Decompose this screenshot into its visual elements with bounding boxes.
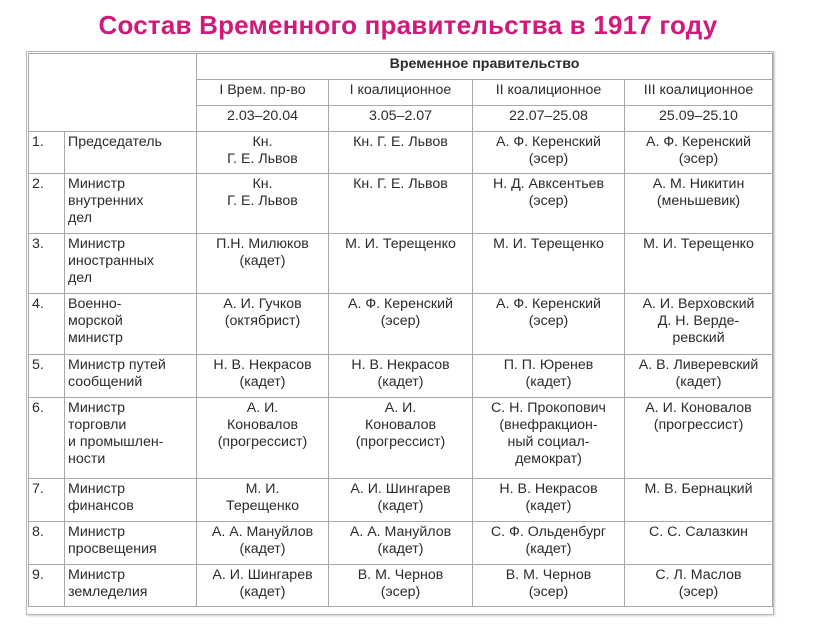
minister-line: П.Н. Милюков [216,236,309,252]
post-line: торговли [68,417,127,433]
table-row [29,479,773,522]
table-row [29,234,773,294]
minister-line: А. М. Никитин [652,176,745,192]
table-row [29,355,773,398]
header-gov-name: I коалиционное [329,80,473,106]
minister-line: (эсер) [678,584,719,600]
minister-line: А. Ф. Керенский [496,296,601,312]
header-group-label: Временное правительство [389,56,580,72]
post-line: ности [68,451,106,467]
post-cell [65,174,197,234]
minister-line: А. А. Мануйлов [349,524,452,540]
minister-line: ный социал- [507,434,590,450]
minister-line: М. И. Терещенко [345,236,456,252]
header-gov-dates: 22.07–25.08 [473,106,625,132]
minister-cell [329,132,473,174]
post-cell [65,479,197,522]
post-line: внутренних [68,193,144,209]
minister-line: (кадет) [239,374,286,390]
row-number-cell: 6. [29,398,65,479]
minister-line: Г. Е. Львов [227,193,298,209]
minister-line: (кадет) [377,541,424,557]
minister-line: С. Н. Прокопович [491,400,606,416]
row-number-cell: 2. [29,174,65,234]
minister-line: (кадет) [525,374,572,390]
table-row [29,294,773,355]
post-line: Министр [68,524,125,540]
minister-cell [473,294,625,355]
minister-line: Кн. [252,134,273,150]
post-line: Военно- [68,296,122,312]
minister-cell [473,132,625,174]
minister-line: Г. Е. Львов [227,151,298,167]
row-number-cell: 1. [29,132,65,174]
minister-cell [197,398,329,479]
post-line: дел [68,210,92,226]
minister-cell [473,398,625,479]
minister-line: С. С. Салазкин [648,524,749,540]
minister-line: С. Ф. Ольденбург [490,524,607,540]
minister-line: А. Ф. Керенский [496,134,601,150]
row-number-cell: 4. [29,294,65,355]
minister-cell [473,174,625,234]
minister-cell [473,355,625,398]
minister-line: (эсер) [528,151,569,167]
minister-line: Коновалов [364,417,436,433]
minister-line: (прогрессист) [653,417,744,433]
post-cell [65,355,197,398]
post-cell [65,132,197,174]
minister-cell [473,522,625,565]
minister-cell [329,522,473,565]
minister-cell [197,479,329,522]
minister-cell [197,522,329,565]
minister-line: (кадет) [377,498,424,514]
minister-line: П. П. Юренев [503,357,594,373]
post-line: Министр [68,176,125,192]
post-line: сообщений [68,374,143,390]
minister-line: (кадет) [239,541,286,557]
minister-cell [329,234,473,294]
minister-line: (прогрессист) [355,434,446,450]
minister-cell [473,565,625,607]
minister-cell [197,355,329,398]
post-line: Министр [68,400,125,416]
minister-line: (эсер) [528,313,569,329]
minister-line: (прогрессист) [217,434,308,450]
row-number-cell: 8. [29,522,65,565]
minister-cell [625,234,773,294]
minister-line: А. Ф. Керенский [646,134,751,150]
minister-line: А. И. Верховский [642,296,755,312]
table-row [29,565,773,607]
minister-cell [625,522,773,565]
minister-line: А. Ф. Керенский [348,296,453,312]
minister-cell [625,398,773,479]
post-line: финансов [68,498,134,514]
minister-line: Н. В. Некрасов [213,357,312,373]
minister-cell [329,398,473,479]
minister-line: (внефракцион- [499,417,598,433]
post-line: просвещения [68,541,157,557]
minister-line: М. В. Бернацкий [644,481,753,497]
minister-line: Н. В. Некрасов [351,357,450,373]
minister-cell [197,565,329,607]
minister-line: Н. Д. Авксентьев [492,176,605,192]
header-row-group [29,54,773,80]
minister-line: А. И. Коновалов [645,400,752,416]
minister-line: (кадет) [525,498,572,514]
post-line: земледелия [68,584,148,600]
minister-line: Н. В. Некрасов [499,481,598,497]
header-gov-dates: 25.09–25.10 [625,106,773,132]
minister-line: (кадет) [377,374,424,390]
post-line: и промышлен- [68,434,164,450]
minister-line: (эсер) [380,313,421,329]
post-line: Министр [68,236,125,252]
minister-line: Кн. [252,176,273,192]
post-cell [65,398,197,479]
table-row [29,174,773,234]
header-gov-name: II коалиционное [473,80,625,106]
post-cell [65,294,197,355]
minister-line: (кадет) [675,374,722,390]
post-line: иностранных [68,253,154,269]
post-line: Председатель [68,134,162,150]
header-gov-name: I Врем. пр-во [197,80,329,106]
minister-cell [329,294,473,355]
minister-cell [197,294,329,355]
post-line: Министр путей [68,357,166,373]
post-cell [65,522,197,565]
header-gov-dates: 3.05–2.07 [329,106,473,132]
minister-cell [625,565,773,607]
minister-line: (меньшевик) [656,193,741,209]
header-gov-dates: 2.03–20.04 [197,106,329,132]
minister-line: Кн. Г. Е. Львов [353,134,448,150]
minister-line: (эсер) [528,193,569,209]
government-table [28,53,773,607]
minister-line: Терещенко [225,498,300,514]
minister-cell [625,174,773,234]
minister-cell [197,174,329,234]
minister-line: М. И. Терещенко [643,236,754,252]
minister-line: А. И. Шингарев [212,567,313,583]
minister-line: В. М. Чернов [505,567,592,583]
minister-cell [329,355,473,398]
minister-cell [625,132,773,174]
minister-cell [473,234,625,294]
post-line: дел [68,270,92,286]
minister-cell [625,479,773,522]
minister-cell [329,174,473,234]
minister-cell [197,132,329,174]
minister-cell [625,294,773,355]
post-line: Министр [68,567,125,583]
minister-line: (эсер) [528,584,569,600]
header-corner-cell [29,54,197,132]
minister-line: демократ) [515,451,582,467]
minister-line: А. И. [384,400,417,416]
minister-cell [473,479,625,522]
header-gov-name: III коалиционное [625,80,773,106]
minister-cell [197,234,329,294]
minister-line: А. И. Гучков [223,296,302,312]
minister-cell [625,355,773,398]
row-number-cell: 7. [29,479,65,522]
post-cell [65,565,197,607]
minister-line: М. И. Терещенко [493,236,604,252]
row-number-cell: 9. [29,565,65,607]
minister-line: (кадет) [239,253,286,269]
minister-line: Кн. Г. Е. Львов [353,176,448,192]
minister-line: В. М. Чернов [357,567,444,583]
post-line: Министр [68,481,125,497]
minister-line: А. А. Мануйлов [211,524,314,540]
minister-line: Коновалов [226,417,298,433]
minister-line: (октябрист) [224,313,301,329]
row-number-cell: 3. [29,234,65,294]
post-line: морской [68,313,123,329]
table-frame [26,51,774,615]
page-title: Состав Временного правительства в 1917 году [98,10,718,40]
header-group-cell [197,54,773,80]
row-number-cell: 5. [29,355,65,398]
table-row [29,398,773,479]
minister-line: Д. Н. Верде- [657,313,740,329]
minister-line: (эсер) [678,151,719,167]
minister-line: А. И. Шингарев [350,481,451,497]
minister-cell [329,479,473,522]
minister-line: А. И. [246,400,279,416]
minister-line: (кадет) [239,584,286,600]
table-row [29,522,773,565]
minister-line: С. Л. Маслов [655,567,742,583]
minister-line: А. В. Ливеревский [638,357,759,373]
post-line: министр [68,330,123,346]
minister-line: М. И. [245,481,280,497]
minister-line: (кадет) [525,541,572,557]
minister-cell [329,565,473,607]
minister-line: (эсер) [380,584,421,600]
minister-line: ревский [672,330,725,346]
post-cell [65,234,197,294]
table-row [29,132,773,174]
